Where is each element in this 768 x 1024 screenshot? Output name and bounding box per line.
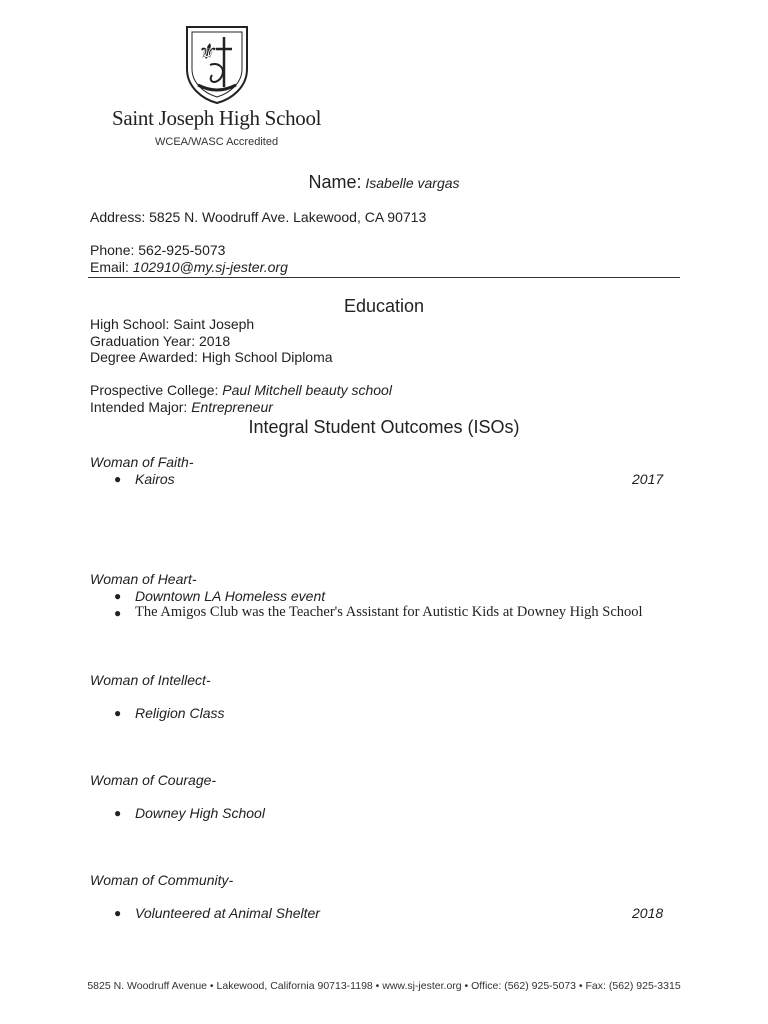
email-line [90, 259, 288, 276]
faith-item-year: 2017 [632, 471, 664, 487]
isos-heading: Integral Student Outcomes (ISOs) [248, 417, 520, 437]
phone-line: Phone: 562-925-5073 [90, 242, 226, 258]
courage-title: Woman of Courage- [90, 772, 217, 788]
school-name: Saint Joseph High School [112, 106, 322, 130]
email-label: Email: [90, 259, 129, 275]
bullet-icon: ● [114, 472, 122, 486]
accreditation-text: WCEA/WASC Accredited [155, 136, 279, 148]
high-school-line: High School: Saint Joseph [90, 316, 255, 332]
community-item-year: 2018 [632, 905, 664, 921]
courage-item: Downey High School [135, 805, 265, 821]
name-label: Name: [308, 172, 362, 192]
bullet-icon: ● [114, 589, 122, 603]
address-line: Address: 5825 N. Woodruff Ave. Lakewood, CA 90713 [90, 209, 427, 225]
degree-line: Degree Awarded: High School Diploma [90, 349, 333, 365]
education-heading: Education [343, 296, 425, 316]
school-crest-logo [184, 25, 250, 105]
svg-text:⚜: ⚜ [196, 39, 216, 64]
major-line [90, 399, 273, 416]
heart-title: Woman of Heart- [90, 571, 197, 587]
bullet-icon: ● [114, 606, 122, 620]
intellect-item: Religion Class [135, 705, 225, 721]
heart-item-2: The Amigos Club was the Teacher's Assistant for Autistic Kids at Downey High School [135, 604, 643, 620]
major-label: Intended Major: [90, 399, 188, 415]
community-title: Woman of Community- [90, 872, 234, 888]
graduation-year-line: Graduation Year: 2018 [90, 333, 231, 349]
bullet-icon: ● [114, 806, 122, 820]
intellect-title: Woman of Intellect- [90, 672, 211, 688]
college-label: Prospective College: [90, 382, 219, 398]
name-line [0, 172, 768, 193]
heart-item-1: Downtown LA Homeless event [135, 588, 326, 604]
college-value: Paul Mitchell beauty school [222, 382, 392, 398]
student-name: Isabelle vargas [365, 175, 460, 191]
footer-contact: 5825 N. Woodruff Avenue • Lakewood, California 90713-1198 • www.sj-jester.org • Office: (562) 925-5073 • Fax: (562) 925-3315 [87, 980, 681, 992]
major-value: Entrepreneur [191, 399, 273, 415]
bullet-icon: ● [114, 906, 122, 920]
faith-item: Kairos [135, 471, 175, 487]
college-line [90, 382, 392, 399]
faith-title: Woman of Faith- [90, 454, 194, 470]
bullet-icon: ● [114, 706, 122, 720]
email-value: 102910@my.sj-jester.org [132, 259, 288, 275]
divider [88, 277, 680, 278]
community-item: Volunteered at Animal Shelter [135, 905, 320, 921]
